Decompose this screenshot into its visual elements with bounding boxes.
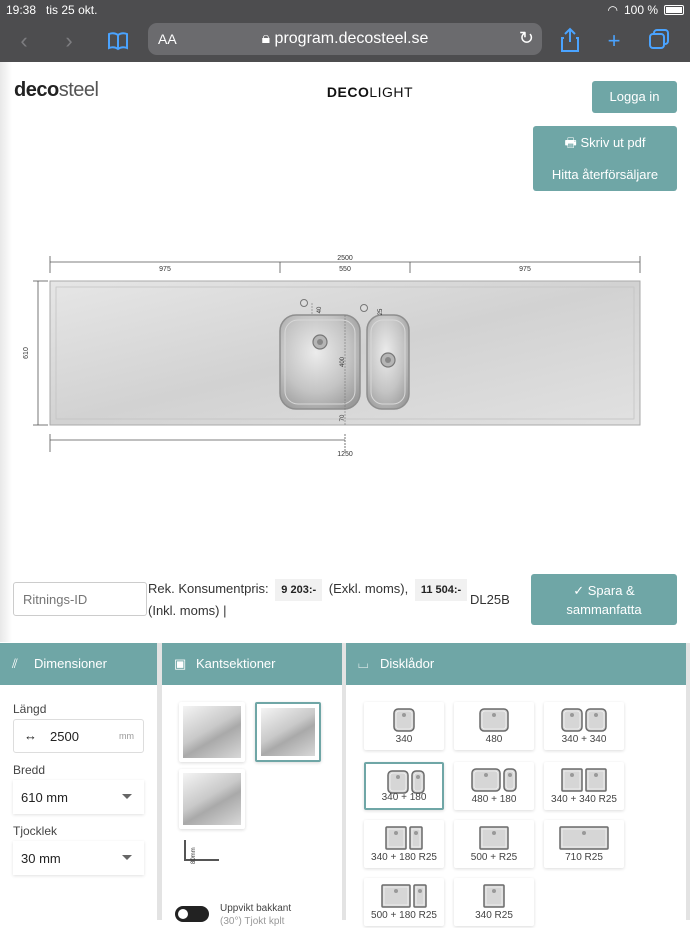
browser-toolbar xyxy=(0,20,690,62)
back-icon[interactable]: ‹ xyxy=(20,28,28,53)
ritning-id-input[interactable] xyxy=(13,582,147,616)
sink-icon xyxy=(454,767,534,793)
dim-bowl-depth: 400 xyxy=(340,356,346,368)
save-summarize-button[interactable] xyxy=(531,574,677,625)
excl-label: (Exkl. moms), xyxy=(328,581,409,596)
bakkant-label: Uppvikt bakkant (30°) Tjokt kplt xyxy=(220,903,292,927)
bookmarks-icon[interactable] xyxy=(104,27,132,55)
price-excl: 9 203:- xyxy=(275,579,322,601)
length-input[interactable]: ↔ 2500 mm xyxy=(13,719,144,753)
sink-icon xyxy=(364,883,444,909)
save-label-2: sammanfatta xyxy=(566,602,642,617)
lock-icon: 🔒︎ xyxy=(261,30,271,47)
sink-option-label: 340 xyxy=(395,734,413,745)
status-right xyxy=(607,3,684,17)
svg-text:80mm: 80mm xyxy=(191,847,197,864)
sink-option-label: 340 + 340 R25 xyxy=(551,794,617,805)
forward-icon[interactable]: › xyxy=(65,28,73,53)
sink-option[interactable] xyxy=(364,878,444,926)
edge-profile-icon xyxy=(179,838,223,870)
status-bar xyxy=(0,0,690,20)
dim-mid: 550 xyxy=(339,266,351,273)
sink-option[interactable] xyxy=(544,702,624,750)
thickness-select[interactable]: 30 mm xyxy=(13,841,144,875)
sink-icon xyxy=(544,825,624,851)
sink-option-label: 500 + R25 xyxy=(470,852,518,863)
sink-icon xyxy=(454,883,534,909)
sink-option-label: 340 + 180 R25 xyxy=(371,852,437,863)
status-time: 19:38 tis 25 okt. xyxy=(6,3,98,17)
sink-option-label: 480 xyxy=(485,734,503,745)
sink-option[interactable] xyxy=(364,702,444,750)
new-tab-icon[interactable]: + xyxy=(607,28,621,53)
thickness-label: Tjocklek xyxy=(13,824,58,838)
decosteel-logo[interactable]: decosteel xyxy=(14,79,99,101)
dim-left: 975 xyxy=(159,266,171,273)
find-dealer-button[interactable]: Hitta återförsäljare xyxy=(551,167,659,182)
sink-option[interactable] xyxy=(544,762,624,810)
sink-icon xyxy=(364,707,444,733)
sink-icon xyxy=(454,707,534,733)
sink-icon: ⌴ xyxy=(358,656,369,671)
dimensions-header[interactable]: ⫽ Dimensioner xyxy=(0,643,157,685)
ruler-icon: ⫽ xyxy=(12,656,18,671)
edge-option-2[interactable] xyxy=(255,702,321,762)
save-label-1: ✓ Spara & xyxy=(573,583,635,598)
dim-tap-offset: 40 xyxy=(317,306,323,314)
sink-option[interactable] xyxy=(364,762,444,810)
price-summary xyxy=(148,579,518,621)
chevron-down-icon xyxy=(122,855,132,860)
dim-total: 2500 xyxy=(337,255,353,262)
wifi-icon: ◠ xyxy=(607,3,618,17)
reload-icon[interactable]: ↻ xyxy=(518,28,534,48)
dim-right: 975 xyxy=(519,266,531,273)
battery-percent: 100 % xyxy=(623,3,658,17)
width-label: Bredd xyxy=(13,763,46,777)
edge-option-1[interactable] xyxy=(179,702,245,762)
sink-icon xyxy=(544,767,624,793)
printer-icon: 🖶︎ xyxy=(564,135,577,150)
sink-option-label: 340 + 180 xyxy=(381,792,427,803)
countertop-drawing xyxy=(0,240,690,470)
sink-option[interactable] xyxy=(454,762,534,810)
battery-icon xyxy=(664,5,684,15)
sink-option[interactable] xyxy=(454,702,534,750)
address-bar[interactable] xyxy=(148,23,542,55)
price-incl: 11 504:- xyxy=(415,579,467,601)
sink-option-label: 340 + 340 xyxy=(561,734,607,745)
sink-option[interactable] xyxy=(364,820,444,868)
share-icon[interactable] xyxy=(556,27,584,55)
square-icon: ▣ xyxy=(174,656,187,671)
sink-option[interactable] xyxy=(454,878,534,926)
sink-option-label: 710 R25 xyxy=(565,852,603,863)
edge-option-3[interactable] xyxy=(179,769,245,829)
width-select[interactable]: 610 mm xyxy=(13,780,144,814)
login-button[interactable]: Logga in xyxy=(592,81,677,113)
sinks-header[interactable]: ⌴ Disklådor xyxy=(346,643,686,685)
dim-depth: 610 xyxy=(23,347,30,359)
dim-front-gap: 70 xyxy=(340,414,346,422)
edges-header[interactable]: ▣ Kantsektioner xyxy=(162,643,342,685)
dim-center: 1250 xyxy=(337,451,353,458)
print-pdf-button[interactable]: 🖶︎ Skriv ut pdf xyxy=(564,135,646,150)
model-code: DL25B xyxy=(470,592,510,607)
decolight-brand: DECOLIGHT xyxy=(326,84,414,100)
reader-aa-button[interactable]: AA xyxy=(158,31,177,47)
print-dealer-box xyxy=(533,126,677,191)
length-label: Längd xyxy=(13,702,47,716)
sink-option-label: 340 R25 xyxy=(475,910,513,921)
sink-option-label: 500 + 180 R25 xyxy=(371,910,437,921)
incl-label: (Inkl. moms) | xyxy=(148,603,227,618)
rek-label: Rek. Konsumentpris: xyxy=(148,581,269,596)
panel-divider xyxy=(686,643,690,920)
chevron-down-icon xyxy=(122,794,132,799)
sink-icon xyxy=(544,707,624,733)
sink-icon xyxy=(364,825,444,851)
tabs-icon[interactable] xyxy=(645,27,673,55)
width-arrows-icon: ↔ xyxy=(24,728,37,743)
sink-option-label: 480 + 180 xyxy=(471,794,517,805)
dim-small-offset: 25 xyxy=(378,308,384,316)
sink-option[interactable] xyxy=(544,820,624,868)
sink-icon xyxy=(454,825,534,851)
url-text: 🔒︎ program.decosteel.se xyxy=(261,30,429,47)
sink-option[interactable] xyxy=(454,820,534,868)
